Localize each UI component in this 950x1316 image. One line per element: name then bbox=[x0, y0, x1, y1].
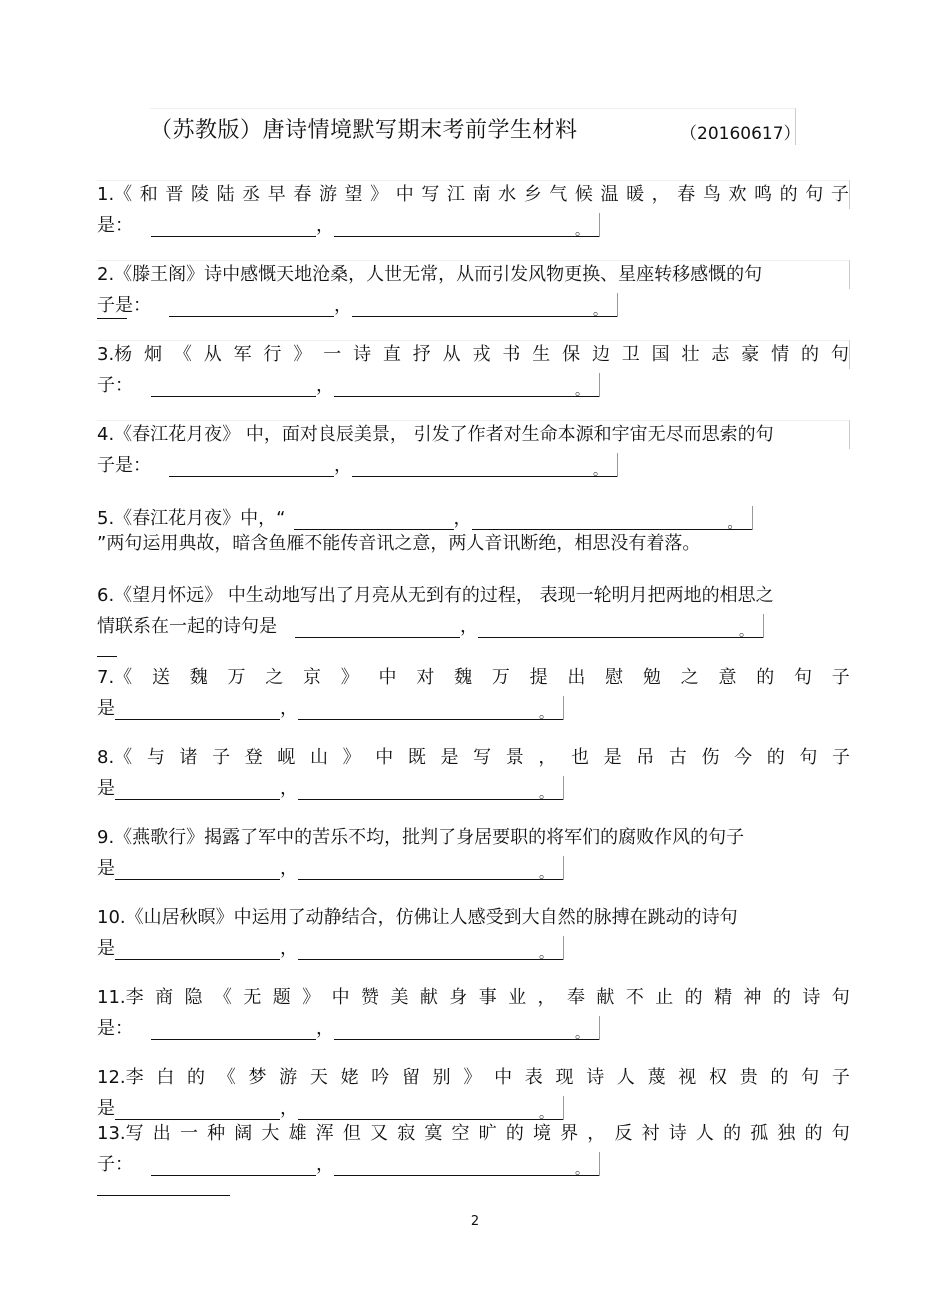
answer-blank-1[interactable] bbox=[115, 1099, 280, 1120]
full-stop: 。 bbox=[739, 624, 753, 640]
text-char: 境 bbox=[532, 1123, 551, 1144]
answer-blank-2[interactable] bbox=[298, 939, 563, 960]
text-char: 事 bbox=[478, 987, 497, 1008]
comma: ， bbox=[334, 455, 352, 476]
answer-prefix: 子是： bbox=[97, 295, 151, 316]
answer-row-9 bbox=[97, 852, 850, 880]
text-char: 句 bbox=[799, 747, 818, 768]
text-char: 的 bbox=[723, 1123, 742, 1144]
full-stop: 。 bbox=[539, 706, 553, 722]
answer-blank-2[interactable] bbox=[352, 296, 617, 317]
text-char: 与 bbox=[146, 747, 165, 768]
text-char: 《 bbox=[217, 1067, 236, 1088]
answer-row-8 bbox=[97, 772, 850, 800]
text-char: 登 bbox=[244, 747, 263, 768]
text-char: 》 bbox=[302, 987, 321, 1008]
question-13-text bbox=[97, 1120, 850, 1148]
text-char: 子 bbox=[831, 667, 850, 688]
text-char: 南 bbox=[472, 184, 491, 205]
comma: ， bbox=[460, 616, 478, 637]
answer-prefix: 是 bbox=[97, 1098, 115, 1119]
text-char: 的 bbox=[800, 344, 819, 365]
question-4-text: 4.《春江花月夜》 中，面对良辰美景， 引发了作者对生命本源和宇宙无尽而思索的句 bbox=[97, 420, 850, 449]
answer-row-6 bbox=[97, 610, 850, 638]
answer-blank-2[interactable] bbox=[298, 779, 563, 800]
full-stop: 。 bbox=[539, 1106, 553, 1122]
text-char: 游 bbox=[279, 1067, 298, 1088]
text-char: 子 bbox=[212, 747, 231, 768]
text-char: 13.写 bbox=[97, 1123, 144, 1144]
text-char: 书 bbox=[502, 344, 521, 365]
text-char: 献 bbox=[596, 987, 615, 1008]
answer-blank-2[interactable] bbox=[334, 1019, 599, 1040]
text-char: 晋 bbox=[165, 184, 184, 205]
text-char: 慰 bbox=[605, 667, 624, 688]
text-char: 的 bbox=[187, 1067, 206, 1088]
question-9-text: 9.《燕歌行》揭露了军中的苦乐不均，批判了身居要职的将军们的腐败作风的句子 bbox=[97, 827, 745, 848]
text-char: 军 bbox=[233, 344, 252, 365]
answer-row-2 bbox=[97, 289, 850, 317]
full-stop: 。 bbox=[575, 383, 589, 399]
answer-prefix: 子是： bbox=[97, 455, 151, 476]
answer-row-12 bbox=[97, 1092, 850, 1120]
question-6 bbox=[97, 582, 850, 638]
text-char: 视 bbox=[678, 1067, 697, 1088]
text-char: 种 bbox=[207, 1123, 226, 1144]
text-char: 万 bbox=[491, 667, 510, 688]
comma: ， bbox=[316, 215, 334, 236]
answer-blank-2[interactable] bbox=[334, 1155, 599, 1176]
question-11-text bbox=[97, 984, 850, 1012]
text-char: 11.李 bbox=[97, 987, 144, 1008]
text-char: 的 bbox=[779, 184, 798, 205]
text-char: 鸟 bbox=[702, 184, 721, 205]
text-char: ， bbox=[587, 1123, 606, 1144]
text-char: 京 bbox=[303, 667, 322, 688]
text-char: 豪 bbox=[741, 344, 760, 365]
comma: ， bbox=[280, 778, 298, 799]
text-char: 留 bbox=[401, 1067, 420, 1088]
text-char: 气 bbox=[549, 184, 568, 205]
text-char: 天 bbox=[309, 1067, 328, 1088]
text-char: 抒 bbox=[412, 344, 431, 365]
text-char: 神 bbox=[743, 987, 762, 1008]
text-char: 诗 bbox=[353, 344, 372, 365]
text-char: 《 bbox=[173, 344, 192, 365]
answer-blank-2[interactable] bbox=[352, 456, 617, 477]
answer-prefix: 是： bbox=[97, 1018, 133, 1039]
text-char: 戎 bbox=[472, 344, 491, 365]
text-char: 界 bbox=[560, 1123, 579, 1144]
answer-row-1 bbox=[97, 209, 850, 237]
answer-blank-2[interactable] bbox=[472, 509, 752, 530]
text-char: ， bbox=[538, 747, 557, 768]
text-char: 句 bbox=[805, 184, 824, 205]
title-row bbox=[150, 108, 801, 145]
text-char: 的 bbox=[770, 1067, 789, 1088]
text-char: 》 bbox=[293, 344, 312, 365]
full-stop: 。 bbox=[727, 516, 742, 532]
full-stop: 。 bbox=[539, 866, 553, 882]
text-char: 吟 bbox=[371, 1067, 390, 1088]
text-char: 边 bbox=[591, 344, 610, 365]
comma: ， bbox=[280, 698, 298, 719]
text-char: 反 bbox=[614, 1123, 633, 1144]
text-char: 又 bbox=[370, 1123, 389, 1144]
full-stop: 。 bbox=[575, 1162, 589, 1178]
text-char: 写 bbox=[421, 184, 440, 205]
question-8 bbox=[97, 744, 850, 800]
text-char: 伤 bbox=[701, 747, 720, 768]
full-stop: 。 bbox=[575, 1026, 589, 1042]
answer-blank-1[interactable] bbox=[115, 779, 280, 800]
question-11 bbox=[97, 984, 850, 1040]
question-5 bbox=[97, 502, 850, 558]
question-10 bbox=[97, 904, 850, 960]
text-char: 奉 bbox=[566, 987, 585, 1008]
full-stop: 。 bbox=[539, 946, 553, 962]
answer-prefix: 情联系在一起的诗句是 bbox=[97, 616, 277, 637]
text-char: 陵 bbox=[190, 184, 209, 205]
question-3-text bbox=[97, 340, 850, 369]
text-char: 》 bbox=[342, 747, 361, 768]
text-char: 中 bbox=[494, 1067, 513, 1088]
answer-prefix: 是 bbox=[97, 858, 115, 879]
question-7 bbox=[97, 664, 850, 720]
text-char: 生 bbox=[532, 344, 551, 365]
answer-blank-2[interactable] bbox=[298, 1099, 563, 1120]
question-1 bbox=[97, 180, 850, 237]
question-3 bbox=[97, 340, 850, 397]
text-char: 的 bbox=[804, 1123, 823, 1144]
text-char: 子 bbox=[830, 184, 849, 205]
text-char: 贵 bbox=[739, 1067, 758, 1088]
text-char: 无 bbox=[243, 987, 262, 1008]
text-char: 句 bbox=[831, 1123, 850, 1144]
text-char: 句 bbox=[793, 667, 812, 688]
question-8-text bbox=[97, 744, 850, 772]
text-char: 诗 bbox=[802, 987, 821, 1008]
question-12 bbox=[97, 1064, 850, 1120]
text-char: 吊 bbox=[636, 747, 655, 768]
text-char: 》 bbox=[463, 1067, 482, 1088]
text-char: 卫 bbox=[621, 344, 640, 365]
text-char: 出 bbox=[152, 1123, 171, 1144]
text-char: 诸 bbox=[179, 747, 198, 768]
comma: ， bbox=[280, 1098, 298, 1119]
full-stop: 。 bbox=[539, 786, 553, 802]
text-char: 白 bbox=[156, 1067, 175, 1088]
answer-blank-1[interactable] bbox=[294, 509, 454, 530]
answer-row-7 bbox=[97, 692, 850, 720]
question-5-tail: ”两句运用典故，暗含鱼雁不能传音讯之意，两人音讯断绝，相思没有着落。 bbox=[97, 533, 701, 554]
text-char: 的 bbox=[772, 987, 791, 1008]
text-char: 大 bbox=[261, 1123, 280, 1144]
text-char: 8.《 bbox=[97, 747, 133, 768]
text-char: 陆 bbox=[216, 184, 235, 205]
text-char: 早 bbox=[267, 184, 286, 205]
text-char: 保 bbox=[562, 344, 581, 365]
text-char: 也 bbox=[570, 747, 589, 768]
text-char: 之 bbox=[265, 667, 284, 688]
question-2-text: 2.《滕王阁》诗中感慨天地沧桑，人世无常，从而引发风物更换、星座转移感慨的句 bbox=[97, 260, 850, 289]
question-7-text bbox=[97, 664, 850, 692]
text-char: 隐 bbox=[184, 987, 203, 1008]
comma: ， bbox=[316, 1154, 334, 1175]
text-char: 蔑 bbox=[647, 1067, 666, 1088]
text-char: 的 bbox=[505, 1123, 524, 1144]
text-char: 之 bbox=[680, 667, 699, 688]
text-char: 中 bbox=[375, 747, 394, 768]
text-char: 业 bbox=[508, 987, 527, 1008]
comma: ， bbox=[280, 938, 298, 959]
text-char: 止 bbox=[655, 987, 674, 1008]
text-char: 情 bbox=[771, 344, 790, 365]
text-char: 孤 bbox=[750, 1123, 769, 1144]
text-char: 题 bbox=[272, 987, 291, 1008]
text-char: 是 bbox=[603, 747, 622, 768]
text-char: 和 bbox=[139, 184, 158, 205]
answer-blank-1[interactable] bbox=[151, 1019, 316, 1040]
answer-prefix: 是 bbox=[97, 938, 115, 959]
question-4 bbox=[97, 420, 850, 477]
text-char: 魏 bbox=[454, 667, 473, 688]
text-char: 浑 bbox=[315, 1123, 334, 1144]
text-char: 衬 bbox=[641, 1123, 660, 1144]
text-char: 提 bbox=[529, 667, 548, 688]
text-char: 既 bbox=[407, 747, 426, 768]
text-char: 鸣 bbox=[754, 184, 773, 205]
text-char: 句 bbox=[801, 1067, 820, 1088]
text-char: 《 bbox=[213, 987, 232, 1008]
text-char: 的 bbox=[756, 667, 775, 688]
text-char: 12.李 bbox=[97, 1067, 144, 1088]
text-char: 中 bbox=[395, 184, 414, 205]
answer-blank-1[interactable] bbox=[115, 699, 280, 720]
text-char: 》 bbox=[370, 184, 389, 205]
separator-mark bbox=[97, 656, 117, 657]
text-char: 欢 bbox=[728, 184, 747, 205]
text-char: 写 bbox=[473, 747, 492, 768]
text-char: 梦 bbox=[248, 1067, 267, 1088]
text-char: 出 bbox=[567, 667, 586, 688]
text-char: 古 bbox=[668, 747, 687, 768]
answer-blank-1[interactable] bbox=[151, 376, 316, 397]
text-char: 句 bbox=[830, 344, 849, 365]
text-char: 行 bbox=[263, 344, 282, 365]
text-char: 山 bbox=[309, 747, 328, 768]
text-char: 3.杨 bbox=[97, 344, 133, 365]
text-char: 独 bbox=[777, 1123, 796, 1144]
answer-blank-2[interactable] bbox=[334, 216, 599, 237]
comma: ， bbox=[453, 508, 472, 529]
text-char: 的 bbox=[766, 747, 785, 768]
footnote-rule bbox=[97, 1195, 230, 1196]
separator-mark bbox=[97, 318, 127, 319]
answer-row-11 bbox=[97, 1012, 850, 1040]
comma: ， bbox=[280, 858, 298, 879]
text-char: 温 bbox=[600, 184, 619, 205]
text-char: 权 bbox=[709, 1067, 727, 1088]
text-char: 水 bbox=[498, 184, 517, 205]
answer-blank-1[interactable] bbox=[151, 216, 316, 237]
text-char: 直 bbox=[382, 344, 401, 365]
text-char: 寞 bbox=[424, 1123, 443, 1144]
answer-prefix: 子： bbox=[97, 1154, 133, 1175]
text-char: 候 bbox=[574, 184, 593, 205]
text-char: 从 bbox=[442, 344, 461, 365]
text-char: 赞 bbox=[361, 987, 380, 1008]
text-char: 诗 bbox=[668, 1123, 687, 1144]
text-char: 子 bbox=[831, 747, 850, 768]
text-char: 1.《 bbox=[97, 184, 133, 205]
text-char: 是 bbox=[440, 747, 459, 768]
answer-row-4 bbox=[97, 449, 850, 477]
text-char: 献 bbox=[419, 987, 438, 1008]
date-code: （20160617） bbox=[680, 124, 801, 144]
comma: ， bbox=[316, 375, 334, 396]
text-char: 人 bbox=[695, 1123, 714, 1144]
text-char: 精 bbox=[714, 987, 733, 1008]
question-5-lead: 5.《春江花月夜》中，“ bbox=[97, 508, 286, 529]
text-char: 句 bbox=[831, 987, 850, 1008]
text-char: 春 bbox=[293, 184, 312, 205]
text-char: 身 bbox=[449, 987, 468, 1008]
answer-blank-1[interactable] bbox=[151, 1155, 316, 1176]
text-char: 别 bbox=[432, 1067, 451, 1088]
answer-row-13 bbox=[97, 1148, 850, 1176]
answer-prefix: 是 bbox=[97, 698, 115, 719]
full-stop: 。 bbox=[593, 463, 607, 479]
full-stop: 。 bbox=[593, 303, 607, 319]
answer-blank-2[interactable] bbox=[478, 617, 763, 638]
question-5-text bbox=[97, 502, 850, 530]
answer-blank-2[interactable] bbox=[298, 699, 563, 720]
text-char: 丞 bbox=[242, 184, 261, 205]
text-char: 从 bbox=[203, 344, 222, 365]
text-char: 万 bbox=[227, 667, 246, 688]
page-number: 2 bbox=[470, 1214, 480, 1229]
text-char: 的 bbox=[684, 987, 703, 1008]
text-char: 表 bbox=[524, 1067, 543, 1088]
text-char: 炯 bbox=[144, 344, 163, 365]
text-char: 旷 bbox=[478, 1123, 497, 1144]
text-char: 志 bbox=[711, 344, 730, 365]
text-char: 望 bbox=[344, 184, 363, 205]
answer-blank-2[interactable] bbox=[298, 859, 563, 880]
text-char: 一 bbox=[179, 1123, 198, 1144]
text-char: 游 bbox=[318, 184, 337, 205]
text-char: 中 bbox=[378, 667, 397, 688]
text-char: 阔 bbox=[234, 1123, 253, 1144]
text-char: 一 bbox=[323, 344, 342, 365]
text-char: 景 bbox=[505, 747, 524, 768]
text-char: 》 bbox=[340, 667, 359, 688]
text-char: 空 bbox=[451, 1123, 470, 1144]
answer-blank-2[interactable] bbox=[334, 376, 599, 397]
question-13 bbox=[97, 1120, 850, 1176]
text-char: 岘 bbox=[277, 747, 296, 768]
answer-row-3 bbox=[97, 369, 850, 397]
text-char: 国 bbox=[651, 344, 670, 365]
text-char: 姥 bbox=[340, 1067, 359, 1088]
answer-blank-1[interactable] bbox=[115, 859, 280, 880]
text-char: ， bbox=[651, 184, 670, 205]
text-char: 意 bbox=[718, 667, 737, 688]
text-char: 暖 bbox=[626, 184, 645, 205]
answer-blank-1[interactable] bbox=[169, 456, 334, 477]
text-char: 现 bbox=[555, 1067, 574, 1088]
text-char: 不 bbox=[625, 987, 644, 1008]
comma: ， bbox=[334, 295, 352, 316]
text-char: 商 bbox=[155, 987, 174, 1008]
text-char: 壮 bbox=[681, 344, 700, 365]
question-12-text bbox=[97, 1064, 850, 1092]
full-stop: 。 bbox=[575, 223, 589, 239]
text-char: 乡 bbox=[523, 184, 542, 205]
answer-blank-1[interactable] bbox=[115, 939, 280, 960]
text-char: 但 bbox=[342, 1123, 361, 1144]
text-char: 诗 bbox=[586, 1067, 605, 1088]
comma: ， bbox=[316, 1018, 334, 1039]
text-char: 子 bbox=[831, 1067, 850, 1088]
question-1-text bbox=[97, 180, 850, 209]
text-char: 春 bbox=[677, 184, 696, 205]
text-char: 今 bbox=[734, 747, 753, 768]
text-char: 美 bbox=[390, 987, 409, 1008]
page-title: （苏教版）唐诗情境默写期末考前学生材料 bbox=[150, 118, 578, 143]
answer-blank-1[interactable] bbox=[169, 296, 334, 317]
text-char: 人 bbox=[616, 1067, 635, 1088]
question-9 bbox=[97, 824, 850, 880]
text-char: 对 bbox=[416, 667, 435, 688]
text-char: ， bbox=[537, 987, 556, 1008]
answer-blank-1[interactable] bbox=[295, 617, 460, 638]
answer-prefix: 子： bbox=[97, 375, 133, 396]
text-char: 中 bbox=[331, 987, 350, 1008]
text-char: 勉 bbox=[642, 667, 661, 688]
text-char: 送 bbox=[151, 667, 170, 688]
answer-row-10 bbox=[97, 932, 850, 960]
text-char: 江 bbox=[446, 184, 465, 205]
text-char: 魏 bbox=[189, 667, 208, 688]
question-2 bbox=[97, 260, 850, 317]
text-char: 雄 bbox=[288, 1123, 307, 1144]
question-10-text: 10.《山居秋暝》中运用了动静结合，仿佛让人感受到大自然的脉搏在跳动的诗句 bbox=[97, 907, 738, 928]
question-6-text: 6.《望月怀远》 中生动地写出了月亮从无到有的过程， 表现一轮明月把两地的相思之 bbox=[97, 585, 774, 606]
text-char: 7.《 bbox=[97, 667, 133, 688]
answer-prefix: 是： bbox=[97, 215, 133, 236]
answer-prefix: 是 bbox=[97, 778, 115, 799]
text-char: 寂 bbox=[397, 1123, 416, 1144]
